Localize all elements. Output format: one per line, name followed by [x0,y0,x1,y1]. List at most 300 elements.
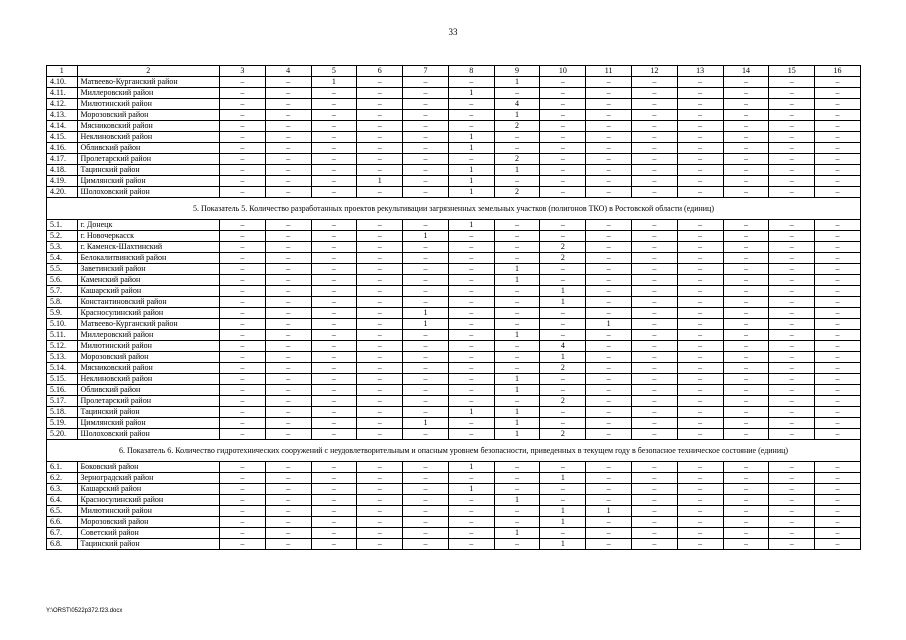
table-cell: – [769,429,815,440]
table-cell: – [311,88,357,99]
table-cell: – [357,495,403,506]
table-cell: 1 [494,275,540,286]
table-cell: – [631,77,677,88]
table-cell: – [448,473,494,484]
table-cell: – [403,396,449,407]
table-cell: – [265,187,311,198]
table-cell: – [540,385,586,396]
row-number: 4.13. [47,110,78,121]
table-cell: – [357,264,403,275]
district-name: Миллеровский район [77,88,219,99]
column-number: 5 [311,66,357,77]
table-cell: – [448,396,494,407]
district-name: Неклиновский район [77,132,219,143]
table-cell: – [769,363,815,374]
table-cell: – [494,308,540,319]
table-cell: – [769,385,815,396]
table-cell: – [631,352,677,363]
table-cell: – [631,517,677,528]
table-cell: – [403,286,449,297]
district-name: г. Донецк [77,220,219,231]
table-cell: – [403,341,449,352]
table-cell: – [631,176,677,187]
table-cell: 1 [494,165,540,176]
table-cell: – [723,495,769,506]
table-cell: – [448,319,494,330]
table-row [47,385,861,396]
table-cell: – [403,473,449,484]
table-cell: – [586,286,632,297]
table-cell: – [448,330,494,341]
table-cell: – [723,165,769,176]
table-cell: – [219,220,265,231]
table-cell: – [631,506,677,517]
table-cell: – [219,352,265,363]
table-cell: 2 [540,396,586,407]
table-cell: – [586,99,632,110]
table-cell: – [677,330,723,341]
column-number: 1 [47,66,78,77]
table-cell: – [815,495,861,506]
table-cell: – [677,220,723,231]
table-cell: – [448,121,494,132]
table-cell: – [769,495,815,506]
table-cell: – [631,286,677,297]
table-cell: – [448,385,494,396]
table-cell: – [769,176,815,187]
table-cell: – [586,363,632,374]
table-cell: – [631,429,677,440]
table-cell: – [540,528,586,539]
table-cell: 4 [494,99,540,110]
table-cell: – [631,242,677,253]
table-cell: – [448,528,494,539]
table-cell: – [219,462,265,473]
table-cell: – [311,341,357,352]
table-cell: – [311,286,357,297]
table-cell: – [219,88,265,99]
table-cell: – [403,484,449,495]
district-name: Шолоховский район [77,429,219,440]
table-cell: – [815,539,861,550]
table-cell: – [265,484,311,495]
table-cell: 1 [448,176,494,187]
table-cell: – [219,528,265,539]
table-cell: – [403,330,449,341]
table-row [47,396,861,407]
table-cell: – [311,418,357,429]
district-name: Милютинский район [77,341,219,352]
table-cell: – [723,539,769,550]
row-number: 5.2. [47,231,78,242]
table-cell: – [723,473,769,484]
table-row [47,495,861,506]
table-cell: – [723,517,769,528]
table-cell: – [448,517,494,528]
table-cell: – [448,275,494,286]
table-cell: – [540,407,586,418]
table-cell: – [311,143,357,154]
table-cell: – [815,385,861,396]
table-row [47,484,861,495]
table-cell: – [723,528,769,539]
table-row [47,77,861,88]
district-name: Белокалитвинский район [77,253,219,264]
table-cell: – [265,352,311,363]
table-cell: – [311,473,357,484]
table-cell: – [586,528,632,539]
table-cell: – [265,308,311,319]
table-cell: – [357,407,403,418]
table-cell: – [677,484,723,495]
table-row [47,110,861,121]
column-number: 13 [677,66,723,77]
table-cell: – [357,88,403,99]
table-cell: – [219,539,265,550]
table-cell: – [311,121,357,132]
table-cell: – [677,539,723,550]
table-cell: – [265,264,311,275]
table-cell: – [265,231,311,242]
table-cell: 1 [586,506,632,517]
table-cell: – [494,363,540,374]
table-cell: – [494,473,540,484]
table-cell: – [677,286,723,297]
table-cell: – [494,319,540,330]
table-cell: – [723,275,769,286]
table-cell: – [586,429,632,440]
table-cell: – [769,132,815,143]
district-name: Неклиновский район [77,374,219,385]
row-number: 6.7. [47,528,78,539]
table-cell: – [448,429,494,440]
table-cell: – [357,539,403,550]
row-number: 4.19. [47,176,78,187]
table-cell: – [631,220,677,231]
table-cell: – [815,374,861,385]
table-cell: – [494,506,540,517]
table-cell: 1 [494,528,540,539]
table-cell: – [357,99,403,110]
table-cell: – [540,308,586,319]
table-cell: – [540,220,586,231]
table-cell: – [357,253,403,264]
table-cell: – [448,308,494,319]
table-cell: 2 [540,363,586,374]
table-cell: – [219,154,265,165]
column-number: 14 [723,66,769,77]
table-cell: – [540,418,586,429]
table-cell: – [815,220,861,231]
table-cell: – [723,484,769,495]
district-name: Обливский район [77,143,219,154]
table-cell: – [677,99,723,110]
table-cell: – [540,484,586,495]
table-cell: – [265,297,311,308]
table-cell: – [219,275,265,286]
table-cell: – [677,165,723,176]
table-cell: 2 [540,429,586,440]
table-cell: – [631,396,677,407]
table-cell: – [219,506,265,517]
table-cell: – [723,374,769,385]
table-cell: – [631,418,677,429]
table-cell: – [815,132,861,143]
table-cell: – [311,352,357,363]
district-name: Пролетарский район [77,396,219,407]
table-cell: – [219,385,265,396]
table-cell: – [815,110,861,121]
table-cell: – [357,385,403,396]
table-cell: – [769,330,815,341]
table-cell: – [723,319,769,330]
table-cell: – [311,407,357,418]
row-number: 6.3. [47,484,78,495]
table-cell: – [265,330,311,341]
table-cell: – [677,396,723,407]
table-cell: – [677,132,723,143]
table-row [47,286,861,297]
table-cell: – [677,517,723,528]
table-cell: – [723,506,769,517]
table-cell: – [403,462,449,473]
table-cell: – [769,143,815,154]
table-cell: – [540,99,586,110]
table-cell: – [815,231,861,242]
table-cell: – [586,143,632,154]
table-cell: – [677,253,723,264]
table-cell: – [769,528,815,539]
table-cell: – [723,264,769,275]
district-name: Цимлянский район [77,176,219,187]
table-cell: – [311,297,357,308]
table-cell: – [540,154,586,165]
table-cell: 1 [448,165,494,176]
column-number: 10 [540,66,586,77]
table-cell: – [586,396,632,407]
table-cell: – [815,275,861,286]
table-cell: – [311,165,357,176]
table-cell: – [357,165,403,176]
district-name: Тацинский район [77,165,219,176]
table-cell: – [631,495,677,506]
table-cell: – [265,528,311,539]
table-cell: – [631,165,677,176]
table-row [47,539,861,550]
table-cell: – [769,484,815,495]
table-row [47,517,861,528]
table-cell: – [265,374,311,385]
table-cell: – [494,396,540,407]
row-number: 4.20. [47,187,78,198]
table-cell: – [311,132,357,143]
district-name: Шолоховский район [77,187,219,198]
table-cell: – [403,154,449,165]
table-row [47,297,861,308]
table-cell: – [494,176,540,187]
table-cell: – [631,99,677,110]
table-cell: – [631,88,677,99]
table-cell: – [403,528,449,539]
table-cell: – [219,121,265,132]
table-cell: – [265,462,311,473]
table-cell: 1 [540,517,586,528]
table-cell: – [631,363,677,374]
table-cell: – [540,374,586,385]
table-cell: – [265,396,311,407]
table-cell: – [677,231,723,242]
table-cell: – [219,110,265,121]
table-cell: 1 [448,187,494,198]
table-cell: – [265,341,311,352]
table-cell: 1 [403,231,449,242]
table-cell: – [723,231,769,242]
row-number: 5.1. [47,220,78,231]
table-cell: – [311,154,357,165]
table-cell: – [815,363,861,374]
table-cell: – [677,418,723,429]
table-cell: – [219,253,265,264]
table-row [47,275,861,286]
table-cell: – [311,110,357,121]
table-cell: – [265,220,311,231]
table-cell: – [677,341,723,352]
table-cell: – [448,154,494,165]
table-cell: – [677,462,723,473]
table-cell: 1 [403,319,449,330]
row-number: 5.20. [47,429,78,440]
column-number: 15 [769,66,815,77]
table-cell: – [219,165,265,176]
row-number: 6.8. [47,539,78,550]
table-cell: – [677,407,723,418]
table-cell: – [219,429,265,440]
table-cell: – [677,143,723,154]
table-cell: – [357,154,403,165]
table-row [47,253,861,264]
table-cell: – [769,506,815,517]
table-cell: – [723,154,769,165]
table-cell: – [494,517,540,528]
table-cell: – [586,341,632,352]
table-cell: – [631,319,677,330]
table-cell: – [403,429,449,440]
table-cell: – [265,286,311,297]
table-row [47,154,861,165]
table-cell: 1 [494,264,540,275]
table-cell: – [769,396,815,407]
table-row [47,429,861,440]
table-cell: – [815,77,861,88]
table-cell: – [586,242,632,253]
table-cell: – [723,308,769,319]
district-name: Цимлянский район [77,418,219,429]
table-row [47,242,861,253]
row-number: 5.9. [47,308,78,319]
table-cell: – [219,341,265,352]
table-cell: – [631,297,677,308]
table-cell: – [311,429,357,440]
row-number: 5.4. [47,253,78,264]
table-cell: – [540,143,586,154]
table-cell: – [586,88,632,99]
row-number: 4.14. [47,121,78,132]
table-cell: 1 [448,484,494,495]
table-cell: – [723,363,769,374]
table-cell: – [677,363,723,374]
district-name: г. Каменск-Шахтинский [77,242,219,253]
row-number: 6.2. [47,473,78,484]
table-cell: – [815,165,861,176]
table-cell: – [586,308,632,319]
table-cell: – [769,539,815,550]
row-number: 5.13. [47,352,78,363]
table-cell: – [586,352,632,363]
table-cell: – [723,88,769,99]
table-cell: – [357,308,403,319]
table-row [47,341,861,352]
table-cell: – [311,242,357,253]
table-cell: – [219,418,265,429]
table-cell: – [357,506,403,517]
table-cell: – [357,286,403,297]
table-cell: – [677,154,723,165]
table-cell: – [631,231,677,242]
district-name: Миллеровский район [77,330,219,341]
table-cell: – [769,165,815,176]
district-name: Пролетарский район [77,154,219,165]
table-cell: – [540,264,586,275]
table-cell: 1 [494,495,540,506]
table-cell: – [815,352,861,363]
table-cell: 1 [494,110,540,121]
table-cell: – [448,231,494,242]
table-cell: – [723,297,769,308]
table-row [47,88,861,99]
table-cell: – [815,418,861,429]
table-cell: – [219,374,265,385]
table-cell: – [219,330,265,341]
table-cell: – [769,220,815,231]
table-cell: – [769,264,815,275]
table-cell: – [677,176,723,187]
table-cell: – [631,341,677,352]
table-cell: – [219,517,265,528]
table-cell: – [219,286,265,297]
table-cell: – [265,429,311,440]
table-cell: – [494,462,540,473]
table-cell: – [265,88,311,99]
table-cell: – [357,418,403,429]
table-cell: – [403,539,449,550]
table-cell: – [631,154,677,165]
table-cell: – [403,132,449,143]
table-cell: – [448,363,494,374]
table-cell: – [265,253,311,264]
table-cell: – [815,99,861,110]
table-cell: – [357,462,403,473]
district-name: Морозовский район [77,352,219,363]
table-cell: 1 [448,220,494,231]
district-name: Морозовский район [77,517,219,528]
column-number: 16 [815,66,861,77]
row-number: 4.18. [47,165,78,176]
table-cell: – [723,143,769,154]
table-cell: – [311,275,357,286]
table-cell: 1 [403,308,449,319]
table-cell: – [403,385,449,396]
table-cell: 1 [494,385,540,396]
